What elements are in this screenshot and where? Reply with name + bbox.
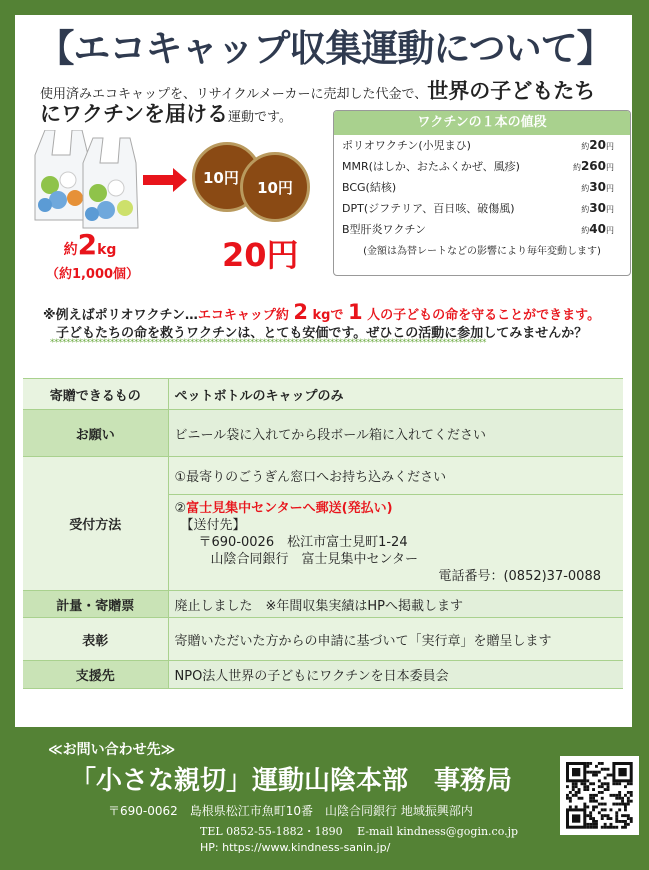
vaccine-name: BCG(結核): [342, 181, 397, 194]
homepage-link[interactable]: HP: https://www.kindness-sanin.jp/: [200, 841, 391, 854]
page-title: 【エコキャップ収集運動について】: [37, 27, 613, 70]
coin-label: 10円: [203, 168, 239, 187]
price-row: [334, 198, 630, 219]
office-address: 〒690-0062 島根県松江市魚町10番 山陰合同銀行 地域振興部内: [108, 804, 473, 818]
row-value: ビニール袋に入れてから段ボール箱に入れてください: [168, 410, 623, 457]
row-value: 寄贈いただいた方からの申請に基づいて「実行章」を贈呈します: [168, 618, 623, 661]
example-text: kgで: [308, 308, 349, 323]
office-contact: TEL 0852-55-1882・1890 E-mail kindness@gogin.co.jp: [200, 825, 519, 838]
row-value: NPO法人世界の子どもにワクチンを日本委員会: [168, 661, 623, 689]
coin-icon: [240, 152, 310, 222]
info-table: [23, 378, 623, 689]
intro-text: 運動です。: [227, 110, 292, 125]
vaccine-name: MMR(はしか、おたふくかぜ、風疹): [342, 160, 520, 173]
weight-value: 2: [77, 228, 98, 261]
intro-line-2: [40, 98, 292, 128]
vaccine-name: DPT(ジフテリア、百日咳、破傷風): [342, 202, 515, 215]
example-text: エコキャップ約: [197, 308, 294, 323]
call-to-action: 子どもたちの命を救うワクチンは、とても安価です。ぜひこの活動に参加してみませんか？: [56, 326, 588, 341]
price-unit: 円: [606, 205, 614, 214]
price-value: 30: [589, 180, 606, 194]
row-label: 受付方法: [23, 457, 168, 591]
vaccine-price: [581, 177, 614, 198]
option-number: ②: [174, 501, 187, 516]
price-row: [334, 135, 630, 156]
weight-unit: kg: [97, 242, 117, 258]
row-value: 廃止しました ※年間収集実績はHPへ掲載します: [168, 591, 623, 618]
row-label: 寄贈できるもの: [23, 379, 168, 410]
table-row: [23, 661, 623, 689]
price-row: [334, 219, 630, 240]
price-unit: 円: [606, 142, 614, 151]
table-row: [23, 591, 623, 618]
price-value: 20: [589, 138, 606, 152]
table-row: [23, 410, 623, 457]
contact-heading: ≪お問い合わせ先≫: [48, 742, 176, 758]
example-number: 1: [348, 300, 363, 324]
row-label: 表彰: [23, 618, 168, 661]
price-prefix: 約: [581, 226, 590, 235]
vaccine-price: [581, 135, 614, 156]
price-prefix: 約: [581, 205, 590, 214]
star-divider: *************************************************************************************************************: [50, 338, 486, 348]
table-row: [23, 618, 623, 661]
price-unit: 円: [606, 163, 614, 172]
cap-bags-illustration: [30, 130, 142, 230]
price-prefix: 約: [581, 184, 590, 193]
price-value: 30: [589, 201, 606, 215]
price-value: 40: [589, 222, 606, 236]
cap-count: （約1,000個）: [45, 267, 140, 282]
vaccine-price: [573, 156, 614, 177]
row-label: 計量・寄贈票: [23, 591, 168, 618]
price-prefix: 約: [581, 142, 590, 151]
price-note: (金額は為替レートなどの影響により毎年変動します): [363, 246, 601, 257]
price-prefix: 約: [572, 163, 581, 172]
arrow-icon: [143, 175, 175, 185]
example-line: [43, 300, 600, 324]
example-number: 2: [293, 300, 309, 324]
mail-option: [168, 495, 623, 591]
intro-bold: 世界の子どもたち: [427, 79, 596, 103]
vaccine-price-table: [333, 110, 631, 276]
vaccine-price: [581, 219, 614, 240]
table-row: [23, 457, 623, 495]
vaccine-price: [581, 198, 614, 219]
qr-code-icon[interactable]: [560, 756, 639, 835]
office-name: 「小さな親切」運動山陰本部 事務局: [70, 766, 513, 796]
price-unit: 円: [606, 226, 614, 235]
row-label: 支援先: [23, 661, 168, 689]
price-row: [334, 177, 630, 198]
table-row: [23, 379, 623, 410]
example-text: ※例えばポリオワクチン…: [43, 308, 198, 323]
destination-address: 〒690-0026 松江市富士見町1-24: [198, 535, 408, 550]
weight-prefix: 約: [63, 242, 78, 258]
row-value: ペットボトルのキャップのみ: [168, 379, 623, 410]
example-text: 人の子どもの命を守ることができます。: [362, 308, 601, 323]
row-label: お願い: [23, 410, 168, 457]
price-unit: 円: [606, 184, 614, 193]
vaccine-name: ポリオワクチン(小児まひ): [342, 139, 471, 152]
intro-text: 使用済みエコキャップを、リサイクルメーカーに売却した代金で、: [40, 87, 428, 102]
intro-bold: にワクチンを届ける: [40, 102, 228, 126]
vaccine-name: B型肝炎ワクチン: [342, 223, 426, 236]
price-row: [334, 156, 630, 177]
destination-name: 山陰合同銀行 富士見集中センター: [210, 552, 418, 567]
coin-label: 10円: [257, 178, 293, 197]
destination-label: 【送付先】: [180, 518, 246, 533]
price-value: 260: [580, 159, 606, 173]
destination-phone: 電話番号：(0852)37-0088: [438, 569, 601, 584]
row-value: ①最寄りのごうぎん窓口へお持ち込みください: [168, 457, 623, 495]
weight-label: [40, 228, 140, 261]
price-table-header: ワクチンの１本の値段: [334, 111, 630, 135]
option-mail: 富士見集中センターへ郵送(発払い): [186, 501, 393, 516]
total-yen: 20円: [222, 236, 299, 274]
